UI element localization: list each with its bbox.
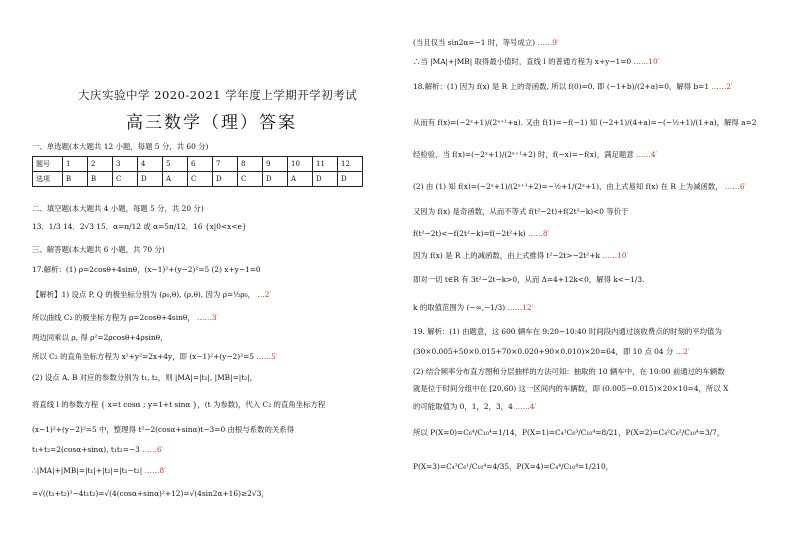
- table-cell: 12: [338, 157, 363, 172]
- table-cell: D: [338, 172, 363, 187]
- q17-solution-line: [32, 313, 218, 323]
- table-row: [33, 157, 363, 172]
- q19-solution-line: [413, 402, 536, 412]
- score-mark: ……5′: [256, 352, 278, 361]
- score-mark: ……9′: [537, 38, 559, 47]
- score-mark: ……4′: [636, 150, 658, 159]
- solution-text: f(t²−2t)<−f(2t²−k)=f(−2t²+k): [413, 229, 526, 238]
- table-cell: 2: [88, 157, 113, 172]
- q18-solution-line: [413, 82, 733, 92]
- q19-solution-line: [413, 347, 689, 357]
- table-cell: 7: [213, 157, 238, 172]
- exam-title: 大庆实验中学 2020-2021 学年度上学期开学初考试: [78, 88, 358, 102]
- table-cell: D: [263, 172, 288, 187]
- q18-solution-line: [413, 182, 746, 192]
- solution-text: k 的取值范围为 (−∞,−1/3): [413, 303, 506, 312]
- q19-solution-line: P(X=3)=C₄³C₆¹/C₁₀⁴=4/35，P(X=4)=C₄⁴/C₁₀⁴=1/210，: [413, 462, 614, 471]
- table-cell: A: [163, 172, 188, 187]
- solution-text: (当且仅当 sin2α=−1 时，等号成立): [413, 38, 536, 47]
- q18-solution-line: 又因为 f(x) 是奇函数，从而不等式 f(t²−2t)+f(2t²−k)<0 等价于: [413, 207, 629, 216]
- section-1-heading: 一、单选题(本大题共 12 小题，每题 5 分，共 60 分): [32, 142, 209, 151]
- table-row: [33, 172, 363, 187]
- score-mark: ……2′: [711, 82, 733, 91]
- section-3-heading: 三、解答题(本大题共 6 小题，共 70 分): [32, 245, 165, 254]
- table-cell: B: [63, 172, 88, 187]
- q17-solution-line: [32, 445, 163, 455]
- q19-solution-line: 所以 P(X=0)=C₆⁴/C₁₀⁴=1/14，P(X=1)=C₄¹C₆³/C₁₀⁴=8/21，P(X=2)=C₄²C₆²/C₁₀⁴=3/7，: [413, 428, 725, 437]
- score-mark: ……10′: [633, 57, 660, 66]
- q17-solution-line: 将直线 l 的参数方程 { x=t cosα ; y=1+t sinα }，(t 为参数)，代入 C₂ 的直角坐标方程: [32, 400, 326, 409]
- table-cell: 5: [163, 157, 188, 172]
- q18-solution-line: 从而有 f(x)=(−2ˣ+1)/(2ˣ⁺¹+a). 又由 f(1)=−f(−1) 知 (−2+1)/(4+a)=−(−½+1)/(1+a)，解得 a=2: [413, 118, 757, 127]
- score-mark: ……4′: [515, 402, 537, 411]
- solution-text: 的可能取值为 0，1，2，3，4: [413, 402, 513, 411]
- table-cell: 9: [263, 157, 288, 172]
- table-cell: 3: [113, 157, 138, 172]
- table-cell: B: [88, 172, 113, 187]
- table-cell: 10: [288, 157, 313, 172]
- solution-text: 经检验，当 f(x)=(−2ˣ+1)/(2ˣ⁺¹+2) 时，f(−x)=−f(x)，满足题意: [413, 150, 634, 159]
- q17-solution-line: (2) 设点 A, B 对应的参数分别为 t₁, t₂，则 |MA|=|t₁|, |MB|=|t₂|，: [32, 373, 258, 382]
- q17-solution-line: [32, 290, 271, 300]
- table-cell: C: [238, 172, 263, 187]
- table-cell: 选项: [33, 172, 63, 187]
- score-mark: ……6′: [725, 182, 747, 191]
- solution-text: 所以曲线 C₂ 的极坐标方程为 ρ=2cosθ+4sinθ，: [32, 313, 195, 322]
- table-cell: 6: [188, 157, 213, 172]
- solution-text: (30×0.005+50×0.015+70×0.020+90×0.010)×20=64，即 10 点 04 分: [413, 347, 674, 356]
- solution-text: 因为 f(x) 是 R 上的减函数，由上式推得 t²−2t>−2t²+k: [413, 251, 600, 260]
- table-cell: C: [113, 172, 138, 187]
- solution-text: 【解析】1) 设点 P, Q 的极坐标分别为 (ρ₀,θ), (ρ,θ), 因为 ρ=½ρ₀，: [32, 290, 256, 299]
- score-mark: ……8′: [144, 466, 166, 475]
- table-cell: 11: [313, 157, 338, 172]
- q17-solution-line: [32, 352, 278, 362]
- table-cell: D: [213, 172, 238, 187]
- score-mark: ……10′: [602, 251, 629, 260]
- table-cell: 8: [238, 157, 263, 172]
- fill-in-answers: 13．1/3 14．2√3 15．α=π/12 或 α=5π/12．16 {x|0<x<e}: [32, 222, 247, 231]
- q17-solution-line: [32, 466, 166, 476]
- q17-solution-line: [413, 57, 659, 67]
- answer-table: [32, 156, 363, 187]
- solution-text: ∴|MA|+|MB|=|t₁|+|t₂|=|t₁−t₂|: [32, 466, 143, 475]
- table-cell: A: [288, 172, 313, 187]
- solution-text: (2) 由 (1) 知 f(x)=(−2ˣ+1)/(2ˣ⁺¹+2)=−½+1/(2ˣ+1)，由上式易知 f(x) 在 R 上为减函数，: [413, 182, 723, 191]
- q17-solution-line: (x−1)²+(y−2)²=5 中，整理得 t²−2(cosα+sinα)t−3=0 由根与系数的关系得: [32, 425, 295, 434]
- score-mark: ……6′: [142, 445, 164, 454]
- subject-title: 高三数学（理）答案: [126, 113, 297, 133]
- right-column: [397, 0, 794, 560]
- q18-solution-line: [413, 229, 549, 239]
- solution-text: ∴当 |MA|+|MB| 取得最小值时，直线 l 的普通方程为 x+y−1=0: [413, 57, 632, 66]
- score-mark: …2′: [675, 347, 690, 356]
- q18-solution-line: [413, 150, 657, 160]
- score-mark: ……8′: [528, 229, 550, 238]
- table-cell: 4: [138, 157, 163, 172]
- q19-solution-line: 就是位于时间分组中在 [20,60) 这一区间内的车辆数，即 (0.005−0.015)×20×10=4，所以 X: [413, 384, 729, 393]
- table-cell: 题号: [33, 157, 63, 172]
- q18-solution-line: [413, 251, 628, 261]
- score-mark: ……12′: [507, 303, 534, 312]
- solution-text: 所以 C₂ 的直角坐标方程为 x²+y²=2x+4y，即 (x−1)²+(y−2)²=5: [32, 352, 254, 361]
- table-cell: D: [313, 172, 338, 187]
- q17-solution-line: 两边同乘以 ρ, 得 ρ²=2ρcosθ+4ρsinθ，: [32, 333, 168, 342]
- q17-solution-line: =√((t₁+t₂)²−4t₁t₂)=√(4(cosα+sinα)²+12)=√(4sin2α+16)≥2√3，: [32, 489, 269, 498]
- table-cell: D: [138, 172, 163, 187]
- section-2-heading: 二、填空题(本大题共 4 小题，每题 5 分，共 20 分): [32, 204, 204, 213]
- table-cell: 1: [63, 157, 88, 172]
- q19-solution-line: (2) 结合频率分布直方图和分层抽样的方法可知：抽取的 10 辆车中，在 10:00 前通过的车辆数: [413, 367, 725, 376]
- q18-solution-line: [413, 303, 533, 313]
- table-cell: C: [188, 172, 213, 187]
- solution-text: t₁+t₂=2(cosα+sinα), t₁t₂=−3: [32, 445, 140, 454]
- score-mark: …2′: [257, 290, 272, 299]
- q19-solution-line: 19. 解析：(1) 由题意，这 600 辆车在 9:20~10:40 时间段内通过该收费点的时刻的平均值为: [413, 327, 722, 336]
- q17-answer-line: 17.解析：(1) ρ=2cosθ+4sinθ，(x−1)²+(y−2)²=5 (2) x+y−1=0: [32, 265, 261, 274]
- solution-text: 18.解析：(1) 因为 f(x) 是 R 上的奇函数, 所以 f(0)=0, 即 (−1+b)/(2+a)=0，解得 b=1: [413, 82, 710, 91]
- q17-solution-line: [413, 38, 559, 48]
- score-mark: ……3′: [197, 313, 219, 322]
- q18-solution-line: 即对一切 t∈R 有 3t²−2t−k>0，从而 Δ=4+12k<0，解得 k<−1/3.: [413, 275, 645, 284]
